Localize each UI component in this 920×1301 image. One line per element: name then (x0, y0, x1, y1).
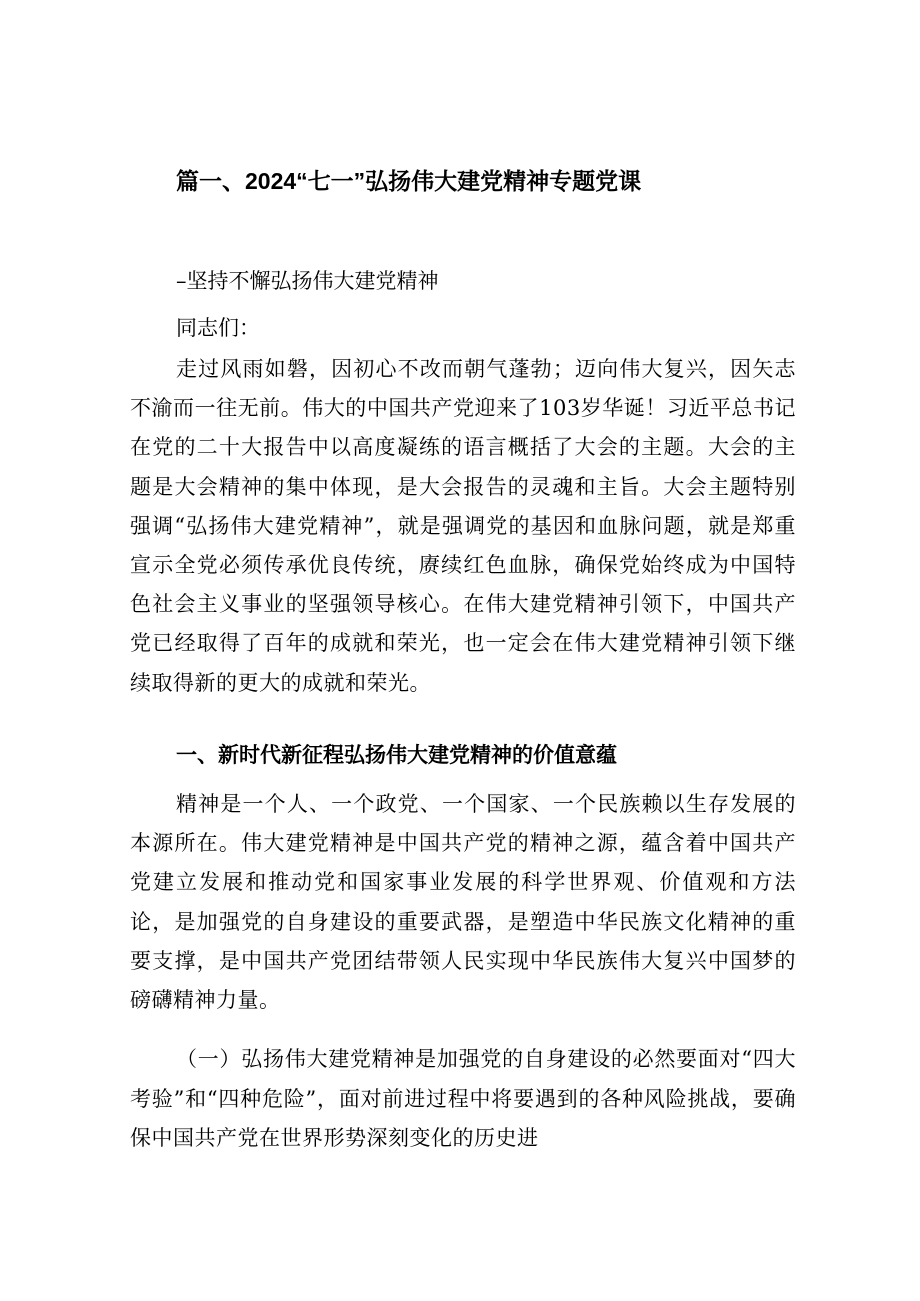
intro-paragraph: 走过风雨如磐，因初心不改而朝气蓬勃；迈向伟大复兴，因矢志不渝而一往无前。伟大的中国共产党迎来了103岁华诞！习近平总书记在党的二十大报告中以高度凝练的语言概括了大会的主题。大会的主题是大会精神的集中体现，是大会报告的灵魂和主旨。大会主题特别强调“弘扬伟大建党精神”，就是强调党的基因和血脉问题，就是郑重宣示全党必须传承优良传统，赓续红色血脉，确保党始终成为中国特色社会主义事业的坚强领导核心。在伟大建党精神引领下，中国共产党已经取得了百年的成就和荣光，也一定会在伟大建党精神引领下继续取得新的更大的成就和荣光。 (130, 357, 796, 695)
document-title: 篇一、2024“七一”弘扬伟大建党精神专题党课 (176, 168, 642, 194)
subsection-paragraph: （一）弘扬伟大建党精神是加强党的自身建设的必然要面对“四大考验”和“四种危险”，面对前进过程中将要遇到的各种风险挑战，要确保中国共产党在世界形势深刻变化的历史进 (130, 1047, 796, 1150)
section-heading: 一、新时代新征程弘扬伟大建党精神的价值意蕴 (176, 744, 617, 767)
document-subtitle: –坚持不懈弘扬伟大建党精神 (176, 269, 439, 293)
salutation: 同志们： (176, 316, 260, 340)
section-paragraph: 精神是一个人、一个政党、一个国家、一个民族赖以生存发展的本源所在。伟大建党精神是中国共产党的精神之源，蕴含着中国共产党建立发展和推动党和国家事业发展的科学世界观、价值观和方法论，是加强党的自身建设的重要武器，是塑造中华民族文化精神的重要支撑，是中国共产党团结带领人民实现中华民族伟大复兴中国梦的磅礴精神力量。 (130, 792, 796, 1013)
